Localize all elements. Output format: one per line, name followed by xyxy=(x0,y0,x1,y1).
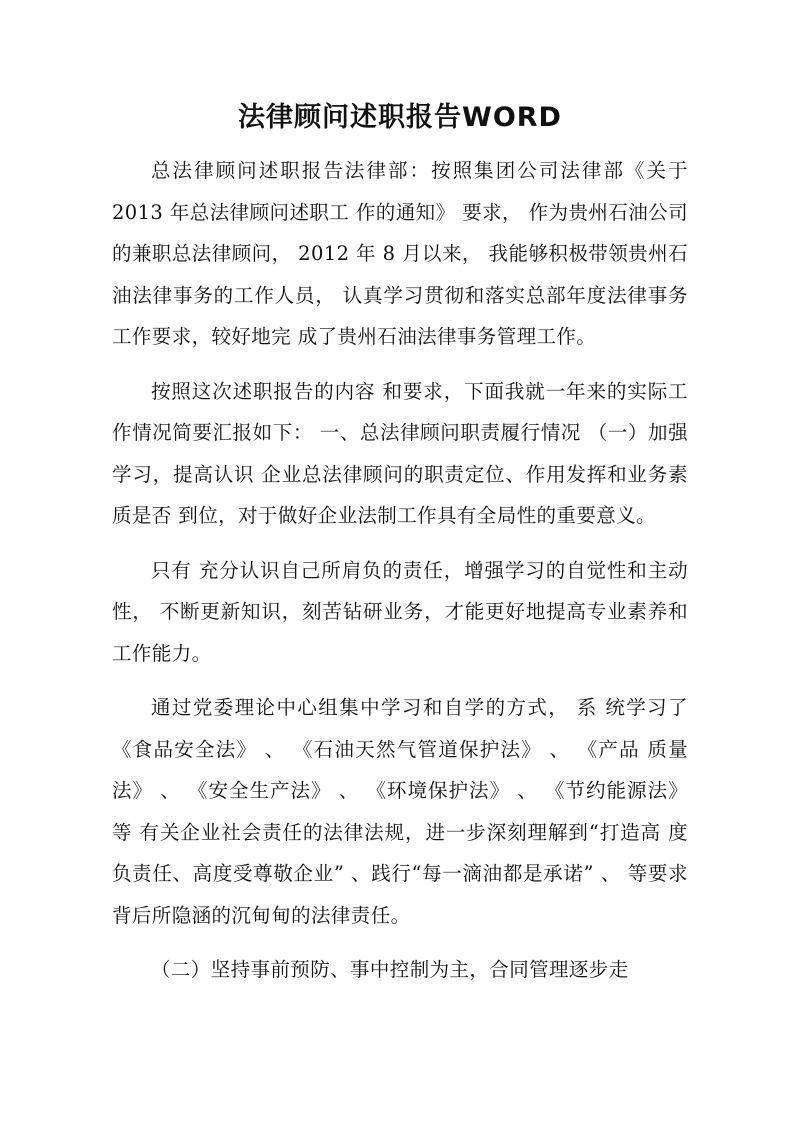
paragraph-5: （二）坚持事前预防、事中控制为主，合同管理逐步走 xyxy=(151,958,629,981)
document-title: 法律顾问述职报告WORD xyxy=(238,102,562,133)
paragraph-1: 总法律顾问述职报告法律部：按照集团公司法律部《关于 2013 年总法律顾问述职工 作的通知》 要求， 作为贵州石油公司的兼职总法律顾问， 2012 年 8 月以来， 我能够积极带领贵州石油法律事务的工作人员， 认真学习贯彻和落实总部年度法律事务工作要求，较好地完 成了贵州石油法律事务管理工作。 xyxy=(112,159,688,348)
paragraph-3: 只有 充分认识自己所肩负的责任，增强学习的自觉性和主动性， 不断更新知识，刻苦钻研业务，才能更好地提高专业素养和 工作能力。 xyxy=(112,558,688,665)
document-body xyxy=(112,150,688,1004)
paragraph-2: 按照这次述职报告的内容 和要求，下面我就一年来的实际工作情况简要汇报如下： 一、总法律顾问职责履行情况 （一）加强学习，提高认识 企业总法律顾问的职责定位、作用发挥和业务素质是否 到位，对于做好企业法制工作具有全局性的重要意义。 xyxy=(112,379,688,527)
paragraph-4: 通过党委理论中心组集中学习和自学的方式， 系 统学习了《食品安全法》 、 《石油天然气管道保护法》 、 《产品 质量法》 、 《安全生产法》 、 《环境保护法》 、 《节约能源法》等 有关企业社会责任的法律法规，进一步深刻理解到“打造高 度负责任、高度受尊敬企业” 、践行“每一滴油都是承诺” 、 等要求背后所隐涵的沉甸甸的法律责任。 xyxy=(112,696,688,927)
